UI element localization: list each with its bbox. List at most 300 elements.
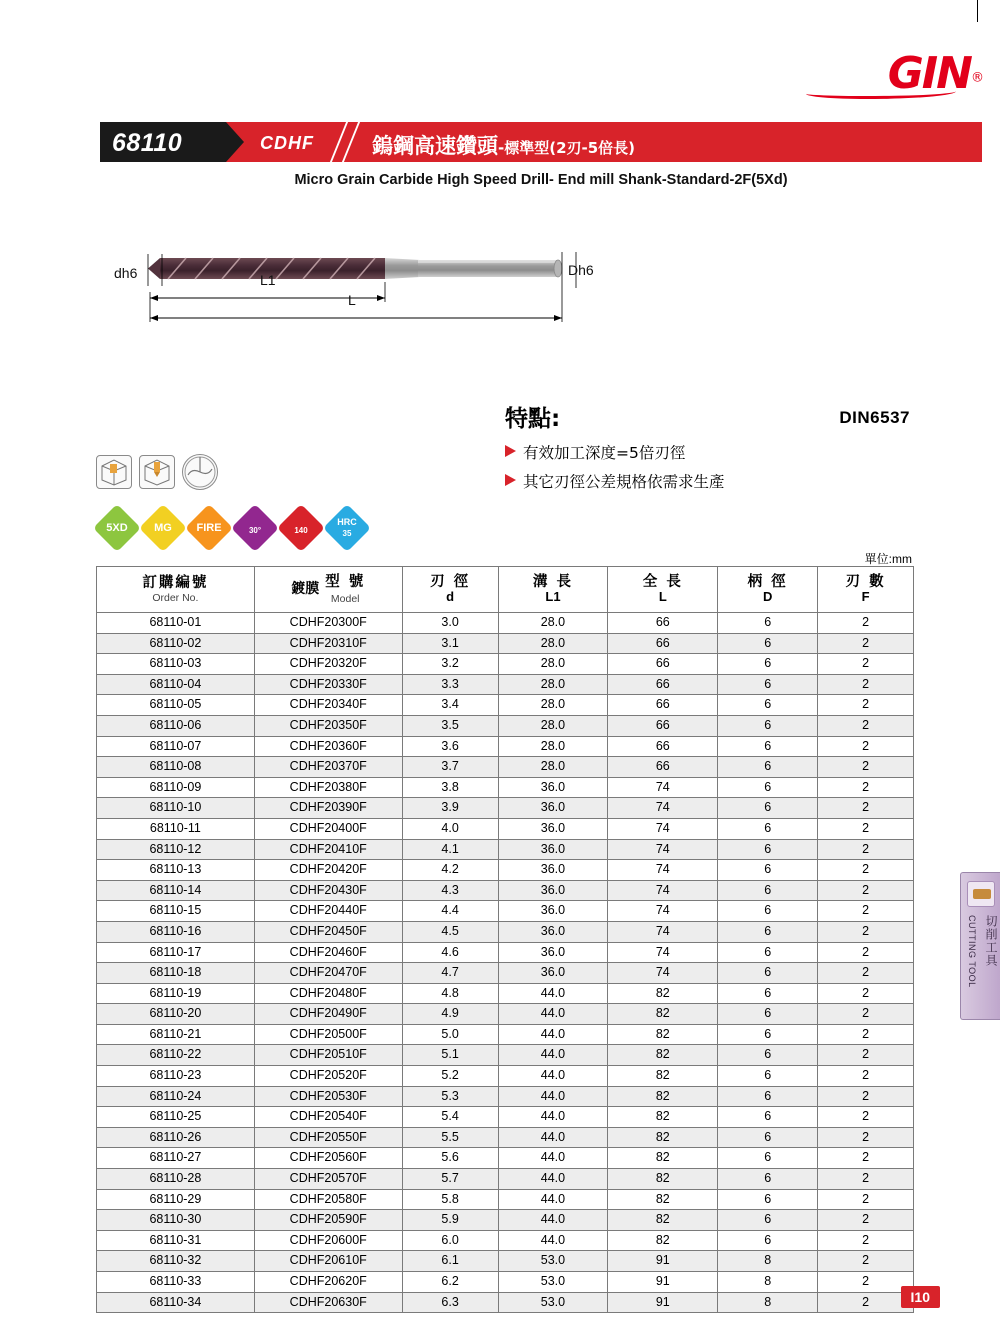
table-cell: 2 (818, 1066, 914, 1087)
table-cell: 6 (718, 674, 818, 695)
table-cell: 3.9 (402, 798, 498, 819)
table-cell: 68110-17 (97, 942, 255, 963)
table-cell: 3.2 (402, 654, 498, 675)
th-overall-length (608, 567, 718, 613)
table-cell: 6.1 (402, 1251, 498, 1272)
table-cell: CDHF20620F (254, 1272, 402, 1293)
table-cell: 36.0 (498, 860, 608, 881)
table-cell: 66 (608, 757, 718, 778)
table-cell: 6 (718, 1210, 818, 1231)
table-cell: 82 (608, 1230, 718, 1251)
table-cell: CDHF20590F (254, 1210, 402, 1231)
table-cell: 44.0 (498, 1210, 608, 1231)
table-cell: CDHF20370F (254, 757, 402, 778)
table-cell: CDHF20500F (254, 1024, 402, 1045)
table-cell: 6 (718, 880, 818, 901)
table-row (97, 1189, 914, 1210)
table-cell: 6 (718, 921, 818, 942)
flute-section-icon (182, 454, 218, 490)
table-cell: 44.0 (498, 1024, 608, 1045)
table-cell: 6 (718, 1169, 818, 1190)
table-cell: 44.0 (498, 1127, 608, 1148)
table-cell: 5.0 (402, 1024, 498, 1045)
table-row (97, 736, 914, 757)
table-cell: 82 (608, 1148, 718, 1169)
table-cell: 68110-30 (97, 1210, 255, 1231)
brand-logo (762, 48, 982, 104)
table-cell: 6.2 (402, 1272, 498, 1293)
table-cell: 6 (718, 1107, 818, 1128)
table-cell: 66 (608, 736, 718, 757)
table-header-row (97, 567, 914, 613)
table-cell: 74 (608, 777, 718, 798)
th-diameter-zh: 刃 徑 (430, 573, 471, 590)
table-cell: CDHF20470F (254, 963, 402, 984)
table-row (97, 901, 914, 922)
th-flute-length-var: L1 (545, 589, 561, 605)
table-cell: 2 (818, 777, 914, 798)
logo-text: GIN (887, 48, 971, 99)
table-cell: 91 (608, 1272, 718, 1293)
table-cell: 2 (818, 901, 914, 922)
table-cell: 68110-13 (97, 860, 255, 881)
table-cell: CDHF20400F (254, 818, 402, 839)
side-tab-label-en: CUTTING TOOL (967, 915, 977, 988)
table-cell: 2 (818, 1169, 914, 1190)
table-cell: 6 (718, 1230, 818, 1251)
table-cell: 66 (608, 633, 718, 654)
standard-label: DIN6537 (839, 408, 910, 427)
table-cell: 5.7 (402, 1169, 498, 1190)
table-cell: 4.6 (402, 942, 498, 963)
table-row (97, 798, 914, 819)
table-cell: 2 (818, 880, 914, 901)
bullet-arrow-icon (505, 474, 516, 486)
table-row (97, 860, 914, 881)
table-cell: 74 (608, 839, 718, 860)
table-cell: 2 (818, 1086, 914, 1107)
page-number: I10 (901, 1286, 940, 1308)
side-tab (960, 872, 1000, 1020)
badge-5xd-label: 5XD (106, 522, 128, 534)
table-cell: 68110-06 (97, 715, 255, 736)
table-cell: 2 (818, 1045, 914, 1066)
table-cell: 2 (818, 695, 914, 716)
table-cell: 6 (718, 1004, 818, 1025)
shank-type-icon (96, 455, 132, 489)
table-cell: 3.4 (402, 695, 498, 716)
table-cell: 36.0 (498, 901, 608, 922)
table-cell: CDHF20440F (254, 901, 402, 922)
table-cell: 2 (818, 921, 914, 942)
table-cell: 2 (818, 983, 914, 1004)
table-cell: CDHF20460F (254, 942, 402, 963)
table-row (97, 818, 914, 839)
table-cell: 44.0 (498, 1066, 608, 1087)
unit-note: 單位:mm (864, 552, 912, 566)
table-row (97, 1066, 914, 1087)
table-cell: 68110-25 (97, 1107, 255, 1128)
table-cell: 68110-11 (97, 818, 255, 839)
table-cell: 36.0 (498, 880, 608, 901)
table-cell: CDHF20580F (254, 1189, 402, 1210)
table-cell: 44.0 (498, 1107, 608, 1128)
table-cell: 2 (818, 818, 914, 839)
dim-label-L: L (348, 292, 356, 308)
table-cell: CDHF20430F (254, 880, 402, 901)
table-cell: 74 (608, 921, 718, 942)
table-cell: 3.3 (402, 674, 498, 695)
table-cell: 82 (608, 1004, 718, 1025)
badge-hrc-sublabel: 35 (342, 529, 352, 538)
th-diameter-var: d (446, 589, 455, 605)
table-cell: 6 (718, 1045, 818, 1066)
table-cell: 36.0 (498, 942, 608, 963)
technical-drawing (100, 230, 660, 350)
table-cell: 68110-33 (97, 1272, 255, 1293)
drill-point-icon (139, 455, 175, 489)
table-cell: 91 (608, 1251, 718, 1272)
table-cell: 66 (608, 695, 718, 716)
table-cell: 68110-19 (97, 983, 255, 1004)
table-cell: 68110-01 (97, 613, 255, 634)
table-cell: 2 (818, 613, 914, 634)
subtitle-english: Micro Grain Carbide High Speed Drill- End mill Shank-Standard-2F(5Xd) (294, 172, 788, 188)
table-cell: 3.6 (402, 736, 498, 757)
th-flute-count-var: F (861, 589, 870, 605)
table-cell: 82 (608, 1127, 718, 1148)
table-cell: 36.0 (498, 818, 608, 839)
table-cell: CDHF20420F (254, 860, 402, 881)
title-bar (100, 122, 982, 162)
table-cell: 44.0 (498, 1086, 608, 1107)
table-cell: 74 (608, 880, 718, 901)
table-cell: CDHF20530F (254, 1086, 402, 1107)
th-flute-length (498, 567, 608, 613)
table-cell: CDHF20450F (254, 921, 402, 942)
table-cell: 28.0 (498, 695, 608, 716)
table-cell: CDHF20390F (254, 798, 402, 819)
table-cell: 3.1 (402, 633, 498, 654)
table-cell: 74 (608, 860, 718, 881)
table-cell: 4.1 (402, 839, 498, 860)
table-cell: 2 (818, 715, 914, 736)
table-cell: 6 (718, 1086, 818, 1107)
table-cell: 44.0 (498, 1045, 608, 1066)
table-cell: 2 (818, 674, 914, 695)
table-cell: 68110-12 (97, 839, 255, 860)
table-cell: 3.0 (402, 613, 498, 634)
table-cell: 6 (718, 1024, 818, 1045)
title-chinese (372, 130, 635, 160)
th-coating-zh: 鍍膜 (291, 581, 320, 598)
table-cell: 28.0 (498, 674, 608, 695)
table-cell: 68110-29 (97, 1189, 255, 1210)
table-cell: 28.0 (498, 654, 608, 675)
table-cell: 36.0 (498, 777, 608, 798)
table-cell: 44.0 (498, 1148, 608, 1169)
table-cell: 8 (718, 1292, 818, 1313)
th-shank-diameter-zh: 柄 徑 (747, 573, 788, 590)
table-cell: CDHF20360F (254, 736, 402, 757)
table-cell: 68110-31 (97, 1230, 255, 1251)
table-cell: 28.0 (498, 736, 608, 757)
table-cell: 6 (718, 654, 818, 675)
th-flute-count (818, 567, 914, 613)
table-cell: 6 (718, 901, 818, 922)
dim-label-dh6: dh6 (114, 265, 138, 281)
table-cell: 74 (608, 818, 718, 839)
th-order-no-zh: 訂購編號 (142, 575, 209, 592)
table-cell: CDHF20310F (254, 633, 402, 654)
table-cell: 68110-20 (97, 1004, 255, 1025)
table-cell: 68110-27 (97, 1148, 255, 1169)
table-row (97, 1292, 914, 1313)
series-number: 68110 (112, 129, 183, 157)
table-cell: 6 (718, 983, 818, 1004)
table-cell: 44.0 (498, 1189, 608, 1210)
table-cell: 5.8 (402, 1189, 498, 1210)
table-cell: CDHF20350F (254, 715, 402, 736)
table-cell: 4.7 (402, 963, 498, 984)
features-heading: 特點: (505, 406, 561, 432)
table-row (97, 777, 914, 798)
table-cell: CDHF20520F (254, 1066, 402, 1087)
table-cell: CDHF20490F (254, 1004, 402, 1025)
table-cell: 2 (818, 860, 914, 881)
table-cell: CDHF20550F (254, 1127, 402, 1148)
table-cell: 74 (608, 942, 718, 963)
table-cell: 68110-34 (97, 1292, 255, 1313)
table-cell: 6 (718, 860, 818, 881)
table-cell: CDHF20540F (254, 1107, 402, 1128)
table-cell: 82 (608, 1107, 718, 1128)
table-cell: 68110-22 (97, 1045, 255, 1066)
table-cell: 2 (818, 654, 914, 675)
table-cell: 5.5 (402, 1127, 498, 1148)
crop-mark (977, 0, 978, 22)
table-cell: 68110-02 (97, 633, 255, 654)
table-cell: 66 (608, 715, 718, 736)
badge-point-angle-label: 140 (294, 526, 308, 535)
table-cell: 68110-15 (97, 901, 255, 922)
badge-helix-label: 30° (248, 526, 262, 535)
table-cell: CDHF20410F (254, 839, 402, 860)
table-cell: 66 (608, 613, 718, 634)
table-cell: 53.0 (498, 1251, 608, 1272)
table-cell: CDHF20600F (254, 1230, 402, 1251)
table-cell: 82 (608, 983, 718, 1004)
table-cell: 2 (818, 1292, 914, 1313)
table-cell: 44.0 (498, 1169, 608, 1190)
table-cell: 2 (818, 1004, 914, 1025)
feature-item-2-text: 其它刃徑公差規格依需求生產 (523, 473, 725, 491)
table-cell: 6 (718, 839, 818, 860)
table-cell: CDHF20560F (254, 1148, 402, 1169)
table-cell: 6 (718, 1189, 818, 1210)
table-row (97, 695, 914, 716)
th-shank-diameter-var: D (762, 589, 773, 605)
table-cell: 82 (608, 1024, 718, 1045)
table-cell: CDHF20320F (254, 654, 402, 675)
table-cell: 68110-14 (97, 880, 255, 901)
table-cell: 2 (818, 942, 914, 963)
table-cell: 6 (718, 613, 818, 634)
table-cell: 4.9 (402, 1004, 498, 1025)
table-row (97, 715, 914, 736)
table-cell: 6 (718, 715, 818, 736)
table-cell: 2 (818, 1210, 914, 1231)
th-order-no-en: Order No. (152, 591, 199, 604)
table-cell: 2 (818, 963, 914, 984)
th-order-no (97, 567, 255, 613)
th-flute-length-zh: 溝 長 (532, 573, 573, 590)
table-cell: 5.2 (402, 1066, 498, 1087)
table-cell: 6 (718, 1127, 818, 1148)
table-cell: 4.5 (402, 921, 498, 942)
dim-label-L1: L1 (260, 272, 276, 288)
table-row (97, 1045, 914, 1066)
table-cell: 68110-32 (97, 1251, 255, 1272)
specification-table (96, 566, 914, 1313)
table-cell: 3.7 (402, 757, 498, 778)
table-cell: CDHF20610F (254, 1251, 402, 1272)
badge-mg-label: MG (154, 522, 172, 534)
table-cell: 2 (818, 798, 914, 819)
table-cell: 68110-23 (97, 1066, 255, 1087)
table-cell: 68110-26 (97, 1127, 255, 1148)
table-cell: 4.2 (402, 860, 498, 881)
table-cell: 5.9 (402, 1210, 498, 1231)
table-cell: 6 (718, 736, 818, 757)
table-cell: 5.1 (402, 1045, 498, 1066)
table-cell: 74 (608, 963, 718, 984)
th-overall-length-var: L (658, 589, 667, 605)
table-row (97, 633, 914, 654)
table-cell: 82 (608, 1169, 718, 1190)
table-row (97, 654, 914, 675)
table-cell: 53.0 (498, 1292, 608, 1313)
cutting-tool-icon (967, 881, 995, 907)
table-row (97, 757, 914, 778)
table-cell: CDHF20480F (254, 983, 402, 1004)
logo-trademark: ® (971, 70, 982, 86)
table-cell: CDHF20330F (254, 674, 402, 695)
table-cell: 2 (818, 1127, 914, 1148)
table-cell: 6 (718, 695, 818, 716)
table-cell: 2 (818, 1230, 914, 1251)
table-row (97, 921, 914, 942)
badge-fire-label: FIRE (196, 522, 222, 534)
table-cell: 4.8 (402, 983, 498, 1004)
title-bar-arrow-icon (226, 122, 244, 162)
table-row (97, 613, 914, 634)
table-cell: 3.5 (402, 715, 498, 736)
table-row (97, 942, 914, 963)
table-cell: 3.8 (402, 777, 498, 798)
table-cell: 2 (818, 1024, 914, 1045)
table-cell: 28.0 (498, 613, 608, 634)
table-cell: 8 (718, 1272, 818, 1293)
table-cell: 44.0 (498, 1004, 608, 1025)
table-cell: 68110-09 (97, 777, 255, 798)
th-overall-length-zh: 全 長 (642, 573, 683, 590)
table-cell: CDHF20300F (254, 613, 402, 634)
table-row (97, 839, 914, 860)
table-cell: 53.0 (498, 1272, 608, 1293)
th-model-zh: 型 號 (325, 573, 366, 590)
table-cell: 2 (818, 633, 914, 654)
table-cell: 28.0 (498, 715, 608, 736)
table-cell: 82 (608, 1086, 718, 1107)
table-cell: 44.0 (498, 983, 608, 1004)
table-cell: 2 (818, 1189, 914, 1210)
badge-hrc-shape (323, 504, 371, 552)
table-cell: 2 (818, 1251, 914, 1272)
table-cell: 68110-07 (97, 736, 255, 757)
table-cell: 36.0 (498, 921, 608, 942)
table-cell: 5.3 (402, 1086, 498, 1107)
table-cell: 6 (718, 633, 818, 654)
table-cell: 91 (608, 1292, 718, 1313)
table-cell: 6 (718, 1148, 818, 1169)
table-cell: 74 (608, 798, 718, 819)
table-cell: 66 (608, 654, 718, 675)
table-cell: CDHF20340F (254, 695, 402, 716)
table-cell: 82 (608, 1189, 718, 1210)
th-diameter (402, 567, 498, 613)
drill-diagram-svg (100, 230, 660, 350)
table-row (97, 1272, 914, 1293)
table-cell: 66 (608, 674, 718, 695)
table-cell: 68110-21 (97, 1024, 255, 1045)
table-cell: 68110-05 (97, 695, 255, 716)
table-cell: 68110-24 (97, 1086, 255, 1107)
table-cell: 4.0 (402, 818, 498, 839)
table-row (97, 1107, 914, 1128)
th-model (254, 567, 402, 613)
table-cell: 6 (718, 963, 818, 984)
table-cell: 82 (608, 1066, 718, 1087)
table-row (97, 1086, 914, 1107)
table-cell: 8 (718, 1251, 818, 1272)
table-cell: 28.0 (498, 633, 608, 654)
table-cell: 2 (818, 736, 914, 757)
table-cell: CDHF20630F (254, 1292, 402, 1313)
table-cell: 6 (718, 777, 818, 798)
table-row (97, 1230, 914, 1251)
table-cell: 44.0 (498, 1230, 608, 1251)
table-cell: 36.0 (498, 963, 608, 984)
table-cell: 74 (608, 901, 718, 922)
feature-item-1 (505, 441, 685, 463)
table-row (97, 1169, 914, 1190)
badge-hrc-label: HRC (337, 517, 357, 527)
table-row (97, 1251, 914, 1272)
table-cell: CDHF20380F (254, 777, 402, 798)
title-chinese-sub: -標準型(2刃-5倍長) (498, 139, 636, 157)
table-cell: 36.0 (498, 798, 608, 819)
product-code: CDHF (260, 133, 314, 153)
table-cell: 5.4 (402, 1107, 498, 1128)
table-cell: 6 (718, 818, 818, 839)
th-model-en: Model (330, 592, 360, 605)
table-row (97, 983, 914, 1004)
table-cell: 68110-08 (97, 757, 255, 778)
chevron-separator-icon (332, 122, 362, 162)
table-cell: 4.3 (402, 880, 498, 901)
feature-item-1-text: 有效加工深度=5倍刃徑 (523, 444, 686, 462)
